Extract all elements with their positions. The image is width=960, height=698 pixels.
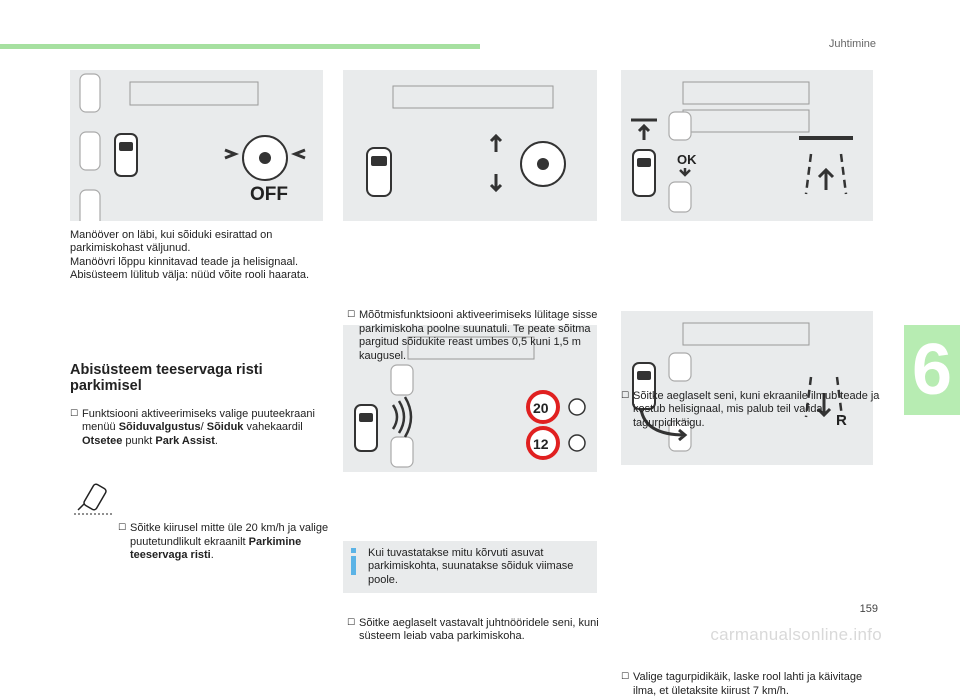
off-label: OFF <box>250 184 288 205</box>
watermark: carmanualsonline.info <box>710 625 882 644</box>
parked-car <box>669 182 691 212</box>
section-title: Juhtimine <box>828 38 876 50</box>
parked-car <box>669 112 691 140</box>
illustration-exit-off <box>70 70 323 221</box>
col1-paragraph: Manööver on läbi, kui sõiduki esirattad on parkimiskohast väljunud. Manöövri lõppu kinnitavad teade ja helisignaal. Abisüsteem lülitub välja: nüüd võite rooli haarata. <box>70 229 310 282</box>
col1-bullet-2: ☐ Sõitke kiirusel mitte üle 20 km/h ja valige puutetundlikult ekraanilt Parkimine teeservaga risti. <box>118 522 335 562</box>
header-accent-bar <box>0 44 480 49</box>
section-heading: Abisüsteem teeservaga risti parkimisel <box>70 362 263 394</box>
ego-car <box>355 405 377 451</box>
parking-slot-marker <box>683 110 809 132</box>
illustration-ok <box>621 70 873 221</box>
steering-wheel-icon <box>569 399 585 415</box>
page-number: 159 <box>859 603 878 615</box>
col2-bullet-1: ☐ Mõõtmisfunktsiooni aktiveerimiseks lülitage sisse parkimiskoha poolne suunatuli. Te peate sõitma pargitud sõidukite reast umbes 0,5 kuni 1,5 m kaugusel. <box>347 309 609 363</box>
col3-bullet-2: ☐ Valige tagurpidikäik, laske rool lahti ja käivitage ilma, et ületaksite kiirust 7 km/h. <box>621 671 883 698</box>
parked-car <box>80 74 100 112</box>
hand-touch-icon <box>72 480 116 516</box>
parking-slot-marker <box>683 323 809 345</box>
parking-slot-marker <box>393 86 553 108</box>
info-note: Kui tuvastatakse mitu kõrvuti asuvat parkimiskohta, suunatakse sõiduk viimase poole. <box>343 541 597 593</box>
reverse-label: R <box>836 412 847 429</box>
parked-car <box>80 190 100 221</box>
svg-text:20: 20 <box>533 400 549 416</box>
parking-slot-marker <box>683 82 809 104</box>
chapter-tab: 6 <box>904 325 960 415</box>
parked-car <box>669 353 691 381</box>
parked-car <box>391 437 413 467</box>
parking-slot-marker <box>130 82 258 105</box>
svg-text:12: 12 <box>533 436 549 452</box>
ego-car <box>367 148 391 196</box>
col2-bullet-2: ☐ Sõitke aeglaselt vastavalt juhtnööridele seni, kuni süsteem leiab vaba parkimiskoha. <box>347 617 609 644</box>
col3-bullet-1: ☐ Sõitke aeglaselt seni, kuni ekraanile ilmub teade ja kostub helisignaal, mis palub teil valida tagurpidikäigu. <box>621 390 883 430</box>
illustration-reverse <box>621 311 873 465</box>
ego-car <box>115 134 137 176</box>
col1-bullet-1: ☐ Funktsiooni aktiveerimiseks valige puuteekraani menüü Sõiduvalgustus/ Sõiduk vahekaardil Otsetee punkt Park Assist. <box>70 408 320 448</box>
illustration-indicator <box>343 70 597 221</box>
ego-car <box>633 150 655 196</box>
info-icon <box>351 548 356 575</box>
parked-car <box>391 365 413 395</box>
parked-car <box>80 132 100 170</box>
ok-label: OK <box>677 152 697 167</box>
steering-wheel-icon <box>569 435 585 451</box>
